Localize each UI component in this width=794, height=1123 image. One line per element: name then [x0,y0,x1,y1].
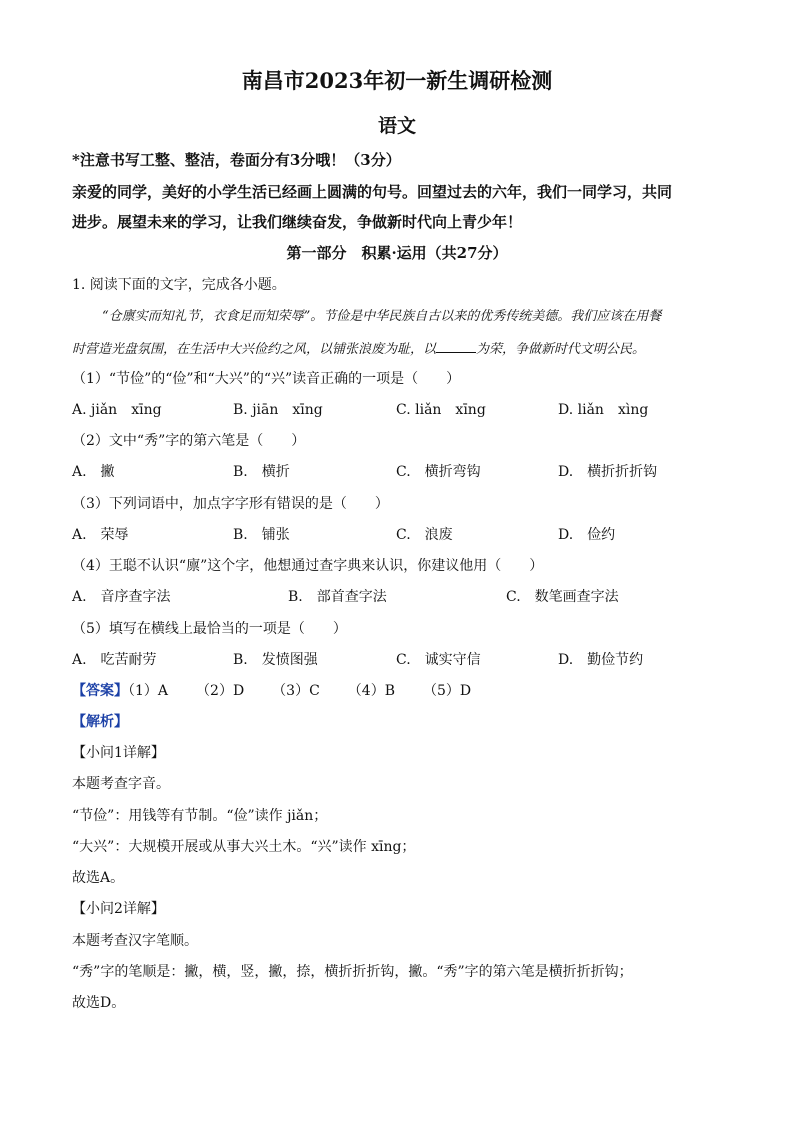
detail-line: 本题考查汉字笔顺。 [72,933,198,949]
question-stem: （3）下列词语中，加点字字形有错误的是（ ） [72,496,389,512]
answer-line [72,681,499,701]
question-stem: （2）文中“秀”字的第六笔是（ ） [72,433,306,449]
detail-line: 故选D。 [72,995,126,1011]
detail-line: “大兴”：大规模开展或从事大兴土木。“兴”读作 xīng； [72,839,416,855]
passage-line-2 [72,338,645,360]
answer-item: （5）D [423,683,472,699]
option-b: B. 铺张 [233,527,290,543]
fill-blank [436,338,476,353]
option-a: A. 吃苦耐劳 [72,652,157,668]
option-d: D. 横折折折钩 [558,464,658,480]
question-stem: （4）王聪不认识“廪”这个字，他想通过查字典来认识，你建议他用（ ） [72,558,544,574]
option-a: A. 音序查字法 [72,589,171,605]
question-1-title: 1. 阅读下面的文字，完成各小题。 [72,277,286,293]
intro-line-2: 进步。展望未来的学习，让我们继续奋发，争做新时代向上青少年！ [72,213,523,231]
detail-heading: 【小问2详解】 [72,901,165,917]
option-c: C. 浪废 [396,527,453,543]
subject-title: 语文 [377,115,416,137]
answer-item: （3）C [272,683,320,699]
option-b: B. 横折 [233,464,290,480]
detail-line: “秀”字的笔顺是：撇，横，竖，撇，捺，横折折折钩，撇。“秀”字的第六笔是横折折折钩； [72,964,633,980]
answer-item: （1）A [128,683,169,699]
option-b: B. 发愤图强 [233,652,318,668]
detail-heading: 【小问1详解】 [72,745,165,761]
question-stem: （5）填写在横线上最恰当的一项是（ ） [72,621,347,637]
passage-line-1: “仓廪实而知礼节，衣食足而知荣辱”。节俭是中华民族自古以来的优秀传统美德。我们应该在用餐 [102,309,662,324]
option-a: A. jiǎn xīng [72,402,162,418]
section-title: 第一部分 积累·运用（共27分） [286,244,508,262]
detail-line: “节俭”：用钱等有节制。“俭”读作 jiǎn； [72,808,328,824]
option-d: D. 勤俭节约 [558,652,644,668]
option-c: C. 横折弯钩 [396,464,481,480]
answer-label: 【答案】 [72,683,128,699]
option-c: C. liǎn xīng [396,402,486,418]
option-a: A. 撇 [72,464,115,480]
passage-line-2-tail: 为荣，争做新时代文明公民。 [476,342,646,357]
answer-item: （2）D [196,683,245,699]
analysis-label: 【解析】 [72,714,128,730]
answer-item: （4）B [347,683,395,699]
detail-line: 故选A。 [72,870,125,886]
intro-line-1: 亲爱的同学，美好的小学生活已经画上圆满的句号。回望过去的六年，我们一同学习，共同 [72,183,673,201]
detail-line: 本题考查字音。 [72,776,170,792]
option-c: C. 数笔画查字法 [506,589,619,605]
option-b: B. jiān xīng [233,402,323,418]
page-title: 南昌市2023年初一新生调研检测 [241,68,553,93]
option-c: C. 诚实守信 [396,652,481,668]
option-b: B. 部首查字法 [288,589,387,605]
option-d: D. liǎn xìng [558,402,649,418]
notice-text: *注意书写工整、整洁，卷面分有3分哦！（3分） [72,151,401,169]
passage-line-2-text: 时营造光盘氛围，在生活中大兴俭约之风，以铺张浪废为耻，以 [72,342,437,357]
question-stem: （1）“节俭”的“俭”和“大兴”的“兴”读音正确的一项是（ ） [72,371,461,387]
option-d: D. 俭约 [558,527,616,543]
option-a: A. 荣辱 [72,527,129,543]
